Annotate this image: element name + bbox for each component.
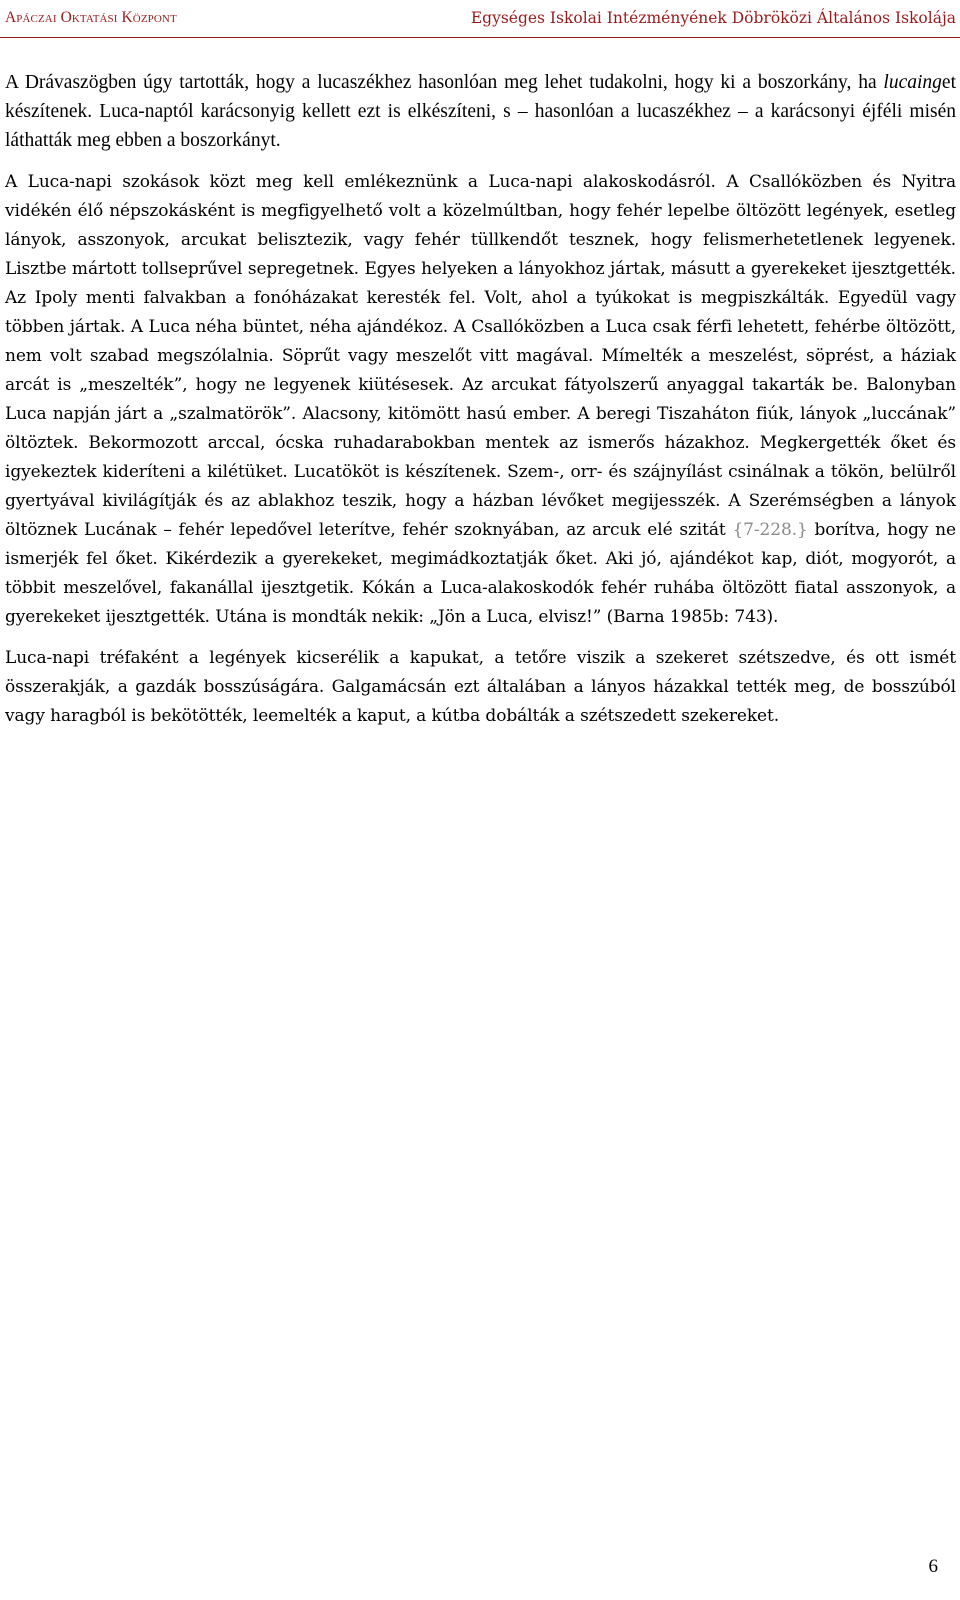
page-header (0, 0, 960, 38)
paragraph-text: A Luca-napi szokások közt meg kell emlékeznünk a Luca-napi alakoskodásról. A Csallóközben és Nyitra vidékén élő népszokásként is megfigyelhető volt a közelmúltban, hogy fehér lepelbe öltözött legények, esetleg lányok, asszonyok, arcukat belisztezik, vagy fehér tüllkendőt tesznek, hogy felismerhetetlenek legyenek. Lisztbe mártott tollseprűvel sepregetnek. Egyes helyeken a lányokhoz jártak, másutt a gyerekeket ijesztgették. Az Ipoly menti falvakban a fonóházakat keresték fel. Volt, ahol a tyúkokat is megpiszkálták. Egyedül vagy többen jártak. A Luca néha büntet, néha ajándékoz. A Csallóközben a Luca csak férfi lehetett, fehérbe öltözött, nem volt szabad megszólalnia. Söprűt vagy meszelőt vitt magával. Mímelték a meszelést, söprést, a háziak arcát is „meszelték”, hogy ne legyenek kiütésesek. Az arcukat fátyolszerű anyaggal takarták be. Balonyban Luca napján járt a „szalmatörök”. Alacsony, kitömött hasú ember. A beregi Tiszaháton fiúk, lányok „luccának” öltöztek. Bekormozott arccal, ócska ruhadarabokban mentek az ismerős házakhoz. Megkergették őket és igyekeztek kideríteni a kilétüket. Lucatököt is készítenek. Szem-, orr- és szájnyílást csinálnak a tökön, belülről gyertyával kivilágítják és az ablakhoz teszik, hogy a házban lévőket megijesszék. A Szerémségben a lányok öltöznek Lucának – fehér lepedővel leterítve, fehér szoknyában, az arcuk elé szitát (5, 172, 956, 540)
paragraph-text: et készítenek. Luca-naptól karácsonyig kellett ezt is elkészíteni, s – hasonlóan a lucaszékhez – a karácsonyi éjféli misén láthatták meg ebben a boszorkányt. (5, 72, 956, 151)
paragraph-boszorkany (5, 68, 956, 155)
italic-term: lucaing (883, 72, 942, 93)
header-institution-name: Apáczai Oktatási Központ (5, 9, 177, 26)
paragraph-text: A Drávaszögben úgy tartották, hogy a lucaszékhez hasonlóan meg lehet tudakolni, hogy ki a boszorkány, ha (5, 72, 884, 93)
reference-marker: {7-228.} (732, 520, 808, 540)
header-school-name: Egységes Iskolai Intézményének Döbröközi Általános Iskolája (470, 9, 956, 27)
paragraph-text: Luca-napi tréfaként a legények kicserélik a kapukat, a tetőre viszik a szekeret szétszedve, és ott ismét összerakják, a gazdák bosszúságára. Galgamácsán ezt általában a lányos házakkal tették meg, de bosszúból vagy haragból is bekötötték, leemelték a kaput, a kútba dobálták a szétszedett szekereket. (5, 648, 956, 726)
paragraph-alakoskodas (5, 168, 956, 632)
page-number: 6 (928, 1556, 938, 1577)
document-body (5, 68, 956, 748)
paragraph-text: borítva, hogy ne ismerjék fel őket. Kikérdezik a gyerekeket, megimádkoztatják őket. Aki jó, ajándékot kap, diót, mogyorót, a többit meszelővel, fakanállal ijesztgetik. Kókán a Luca-alakoskodók fehér ruhába öltözött fiatal asszonyok, a gyerekeket ijesztgették. Utána is mondták nekik: „Jön a Luca, elvisz!” (Barna 1985b: 743). (5, 520, 956, 627)
paragraph-trefa (5, 644, 956, 731)
